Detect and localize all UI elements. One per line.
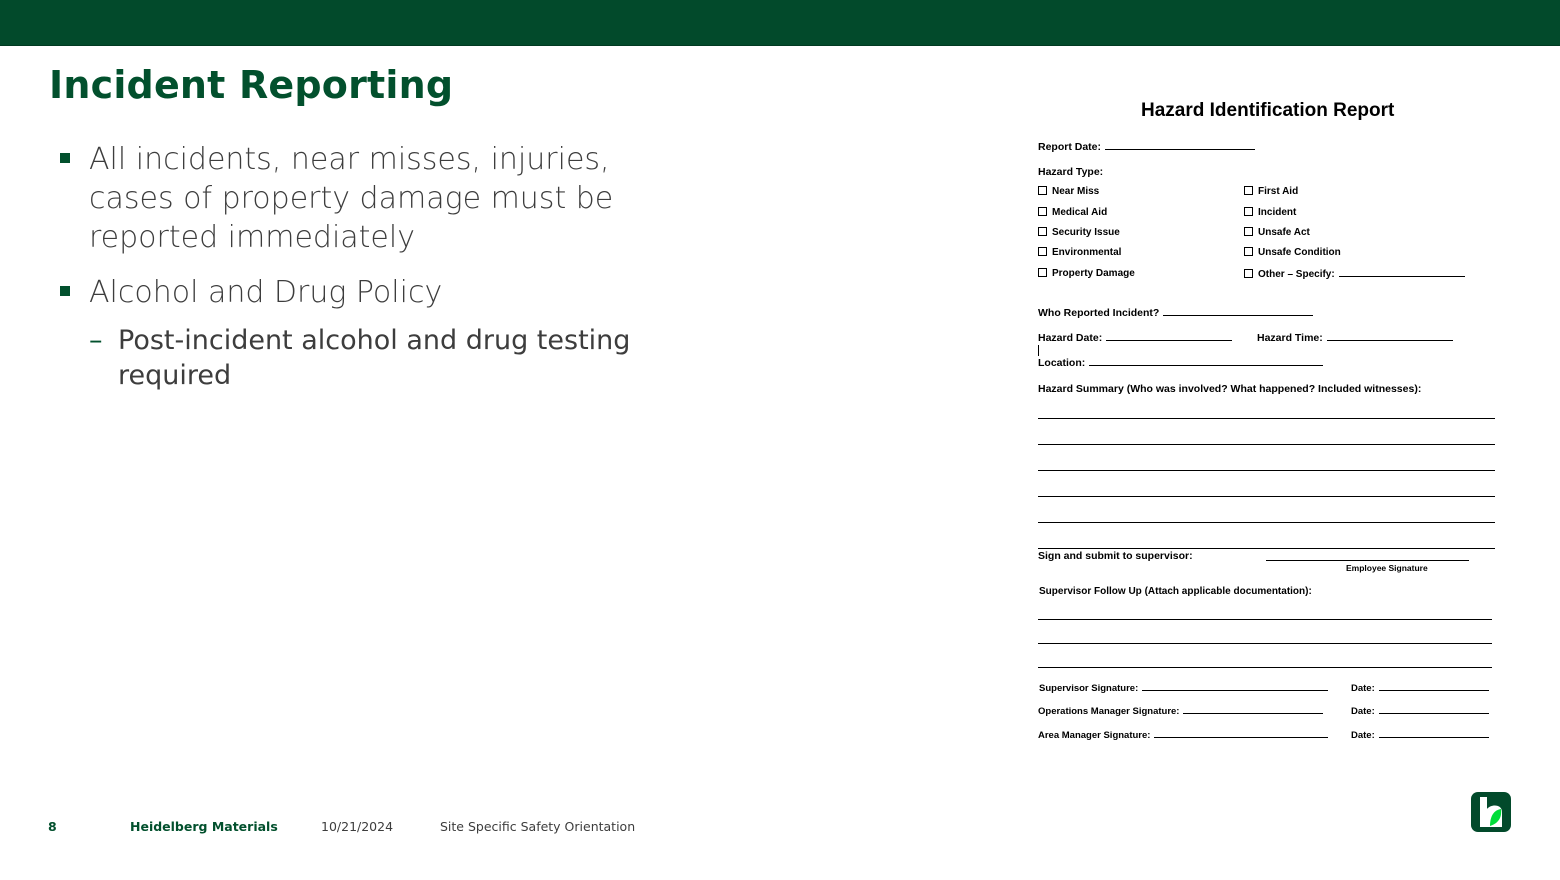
option-unsafe-act xyxy=(1244,227,1310,238)
footer-brand: Heidelberg Materials xyxy=(130,819,278,834)
follow-up-line xyxy=(1038,619,1492,620)
option-label: Near Miss xyxy=(1052,186,1100,197)
date-label: Date: xyxy=(1351,706,1375,717)
location-label: Location: xyxy=(1038,357,1086,369)
slide-title: Incident Reporting xyxy=(49,63,454,107)
option-label: Property Damage xyxy=(1052,268,1135,279)
option-label: Unsafe Act xyxy=(1258,227,1310,238)
sign-submit-label: Sign and submit to supervisor: xyxy=(1038,550,1193,562)
option-property-damage xyxy=(1038,268,1135,279)
form-title: Hazard Identification Report xyxy=(1141,100,1395,121)
top-banner xyxy=(0,0,1560,46)
option-label: First Aid xyxy=(1258,186,1299,197)
summary-line xyxy=(1038,522,1495,523)
operations-manager-date-field xyxy=(1351,705,1489,717)
bullet-text: All incidents, near misses, injuries, cases of property damage must be reported immediately xyxy=(89,142,614,255)
hazard-summary-label: Hazard Summary (Who was involved? What happened? Included witnesses): xyxy=(1038,383,1422,395)
employee-signature-caption: Employee Signature xyxy=(1346,563,1428,573)
date-label: Date: xyxy=(1351,730,1375,741)
area-manager-date-field xyxy=(1351,729,1489,741)
employee-signature-line xyxy=(1266,560,1469,561)
option-label: Security Issue xyxy=(1052,227,1120,238)
who-reported-label: Who Reported Incident? xyxy=(1038,307,1160,319)
bullet-text: Alcohol and Drug Policy xyxy=(89,275,443,310)
dash-bullet-icon: – xyxy=(89,325,103,356)
hazard-time-field xyxy=(1257,332,1453,344)
heidelberg-materials-logo-icon xyxy=(1471,792,1511,832)
option-label: Unsafe Condition xyxy=(1258,247,1341,258)
option-label: Other – Specify: xyxy=(1258,269,1335,280)
footer-date: 10/21/2024 xyxy=(321,819,394,834)
location-field xyxy=(1038,357,1323,369)
follow-up-line xyxy=(1038,667,1492,668)
summary-line xyxy=(1038,548,1495,549)
checkbox-icon xyxy=(1038,186,1047,195)
supervisor-signature-label: Supervisor Signature: xyxy=(1039,683,1139,694)
supervisor-date-field xyxy=(1351,682,1489,694)
hazard-report-form-image xyxy=(1028,96,1508,756)
square-bullet-icon xyxy=(60,153,70,163)
checkbox-icon xyxy=(1244,207,1253,216)
page-number: 8 xyxy=(48,819,57,834)
square-bullet-icon xyxy=(60,286,70,296)
bullet-item xyxy=(60,273,680,312)
text-cursor xyxy=(1038,345,1039,356)
hazard-time-label: Hazard Time: xyxy=(1257,332,1323,344)
report-date-field xyxy=(1038,141,1255,153)
sub-bullet-item xyxy=(89,323,680,393)
summary-line xyxy=(1038,470,1495,471)
option-security-issue xyxy=(1038,227,1120,238)
sub-bullet-text: Post-incident alcohol and drug testing required xyxy=(118,325,631,391)
checkbox-icon xyxy=(1244,186,1253,195)
option-other-specify xyxy=(1244,268,1465,280)
follow-up-line xyxy=(1038,643,1492,644)
option-label: Incident xyxy=(1258,207,1297,218)
bullet-list xyxy=(60,140,680,393)
option-first-aid xyxy=(1244,186,1298,197)
option-near-miss xyxy=(1038,186,1099,197)
checkbox-icon xyxy=(1244,247,1253,256)
checkbox-icon xyxy=(1038,227,1047,236)
option-label: Environmental xyxy=(1052,247,1122,258)
area-manager-signature-field xyxy=(1038,729,1328,741)
supervisor-follow-up-label: Supervisor Follow Up (Attach applicable documentation): xyxy=(1039,586,1312,597)
checkbox-icon xyxy=(1038,268,1047,277)
report-date-label: Report Date: xyxy=(1038,141,1102,153)
date-label: Date: xyxy=(1351,683,1375,694)
bullet-item xyxy=(60,140,680,257)
checkbox-icon xyxy=(1038,207,1047,216)
supervisor-signature-field xyxy=(1039,682,1328,694)
option-label: Medical Aid xyxy=(1052,207,1108,218)
checkbox-icon xyxy=(1244,269,1253,278)
checkbox-icon xyxy=(1038,247,1047,256)
summary-line xyxy=(1038,496,1495,497)
hazard-date-field xyxy=(1038,332,1232,344)
hazard-type-label: Hazard Type: xyxy=(1038,166,1104,178)
option-environmental xyxy=(1038,247,1121,258)
summary-line xyxy=(1038,444,1495,445)
hazard-date-label: Hazard Date: xyxy=(1038,332,1103,344)
area-manager-signature-label: Area Manager Signature: xyxy=(1038,730,1151,741)
option-medical-aid xyxy=(1038,207,1107,218)
option-incident xyxy=(1244,207,1296,218)
checkbox-icon xyxy=(1244,227,1253,236)
summary-line xyxy=(1038,418,1495,419)
who-reported-field xyxy=(1038,307,1313,319)
operations-manager-signature-label: Operations Manager Signature: xyxy=(1038,706,1180,717)
option-unsafe-condition xyxy=(1244,247,1341,258)
footer-title: Site Specific Safety Orientation xyxy=(440,819,636,834)
operations-manager-signature-field xyxy=(1038,705,1323,717)
